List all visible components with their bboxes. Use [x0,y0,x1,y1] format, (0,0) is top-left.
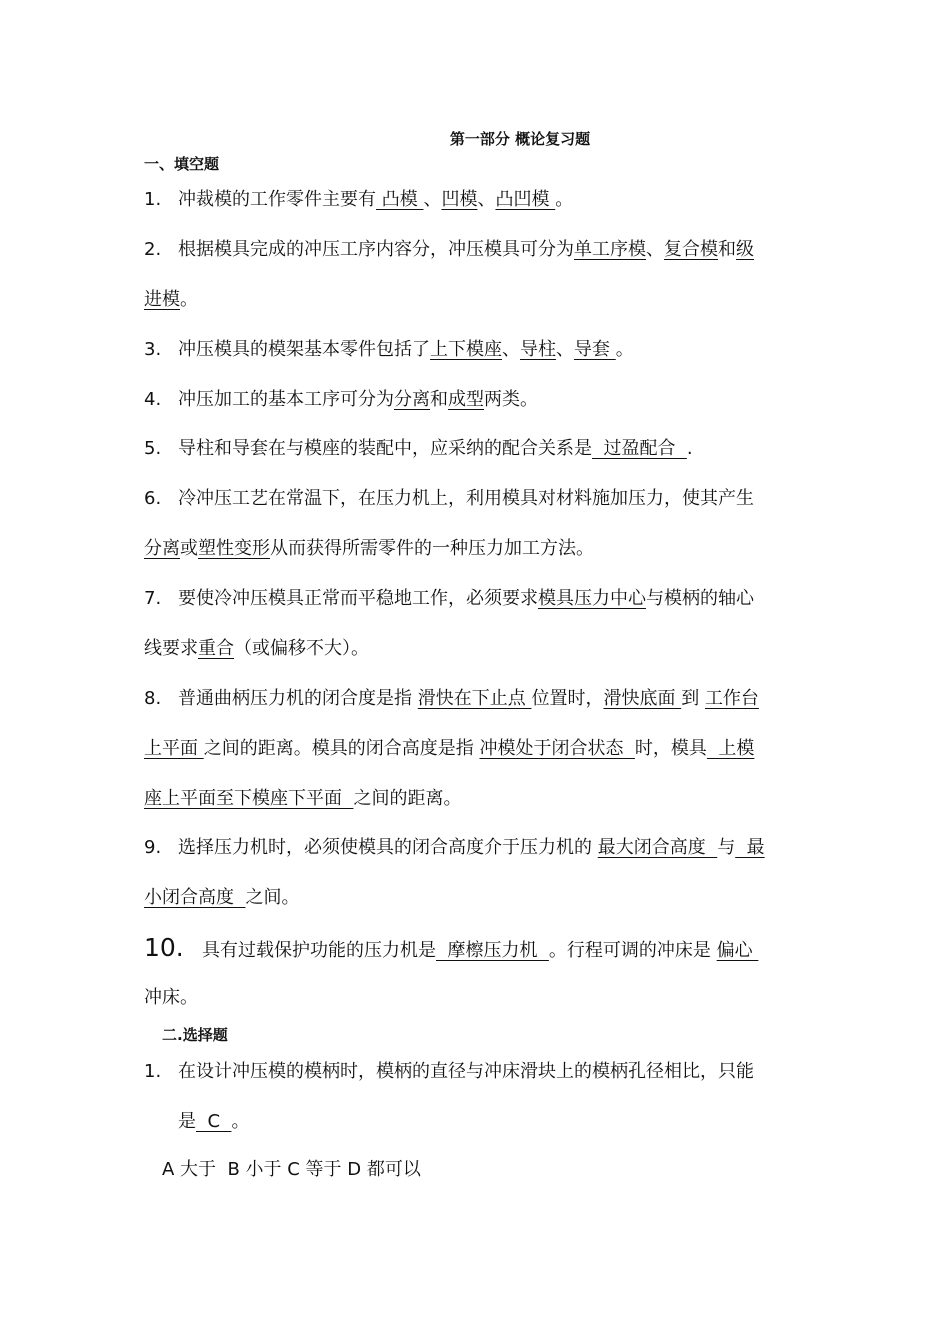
section-heading-fill-in: 一、填空题 [144,155,220,173]
choice-question-1-cont: 是 C 。 [178,1111,250,1132]
question-number: 8. [144,688,162,709]
answer: 进模 [144,289,180,310]
answer: 最 [735,837,765,858]
question-9-cont: 小闭合高度 之间。 [144,887,300,908]
answer: 滑快在下止点 [417,688,532,709]
answer: 单工序模 [574,239,646,260]
question-number: 1. [144,189,162,210]
question-1: 1. 冲裁模的工作零件主要有 凸模 、凹模、凸凹模 。 [144,189,574,210]
question-number: 1. [144,1061,162,1082]
answer: 凸模 [376,189,424,210]
question-9: 9. 选择压力机时，必须使模具的闭合高度介于压力机的 最大闭合高度 与 最 [144,837,765,858]
question-2: 2. 根据模具完成的冲压工序内容分，冲压模具可分为单工序模、复合模和级 [144,239,754,260]
question-7: 7. 要使冷冲压模具正常而平稳地工作，必须要求模具压力中心与模柄的轴心 [144,588,754,609]
question-number: 6. [144,488,162,509]
answer: 最大闭合高度 [597,837,718,858]
answer: 冲模处于闭合状态 [479,738,635,759]
answer: 分离 [394,389,430,410]
question-8-cont-2: 座上平面至下模座下平面 之间的距离。 [144,788,462,809]
answer: 上下模座 [430,339,502,360]
answer: 凹模 [441,189,478,210]
answer: 分离 [144,538,180,559]
question-2-cont: 进模。 [144,289,198,310]
question-3: 3. 冲压模具的模架基本零件包括了上下模座、导柱、导套 。 [144,339,634,360]
question-number: 5. [144,438,162,459]
question-10-cont: 冲床。 [144,987,198,1008]
answer: 重合 [198,638,234,659]
answer: 摩檫压力机 [436,940,549,961]
answer: 过盈配合 [592,438,687,459]
question-10: 10. 具有过载保护功能的压力机是 摩檫压力机 。行程可调的冲床是 偏心 [144,933,759,962]
answer: 凸凹模 [495,189,556,210]
choice-question-1: 1. 在设计冲压模的模柄时，模柄的直径与冲床滑块上的模柄孔径相比，只能 [144,1061,754,1082]
answer: 偏心 [716,940,759,961]
question-number: 10. [144,933,184,962]
answer: 座上平面至下模座下平面 [144,788,354,809]
answer: 小闭合高度 [144,887,246,908]
question-number: 4. [144,389,162,410]
question-number: 2. [144,239,162,260]
section-heading-choice: 二.选择题 [162,1026,228,1044]
question-8: 8. 普通曲柄压力机的闭合度是指 滑快在下止点 位置时，滑快底面 到 工作台 [144,688,759,709]
answer: 导柱 [520,339,556,360]
question-number: 7. [144,588,162,609]
answer: 滑快底面 [603,688,682,709]
answer: 导套 [574,339,616,360]
question-number: 9. [144,837,162,858]
answer: 塑性变形 [198,538,270,559]
question-8-cont: 上平面 之间的距离。模具的闭合高度是指 冲模处于闭合状态 时，模具 上模 [144,738,755,759]
answer: 模具压力中心 [538,588,646,609]
answer: C [196,1111,232,1132]
answer: 成型 [448,389,484,410]
choice-options: A 大于 B 小于 C 等于 D 都可以 [162,1159,421,1180]
page-title: 第一部分 概论复习题 [449,130,591,148]
question-6-cont: 分离或塑性变形从而获得所需零件的一种压力加工方法。 [144,538,594,559]
question-6: 6. 冷冲压工艺在常温下，在压力机上，利用模具对材料施加压力，使其产生 [144,488,754,509]
question-number: 3. [144,339,162,360]
question-7-cont: 线要求重合（或偏移不大）。 [144,638,369,659]
answer: 上模 [706,738,755,759]
answer: 级 [736,239,754,260]
answer: 上平面 [144,738,204,759]
answer: 复合模 [664,239,718,260]
question-5: 5. 导柱和导套在与模座的装配中，应采纳的配合关系是 过盈配合 . [144,438,693,459]
answer: 工作台 [704,688,759,709]
question-4: 4. 冲压加工的基本工序可分为分离和成型两类。 [144,389,538,410]
